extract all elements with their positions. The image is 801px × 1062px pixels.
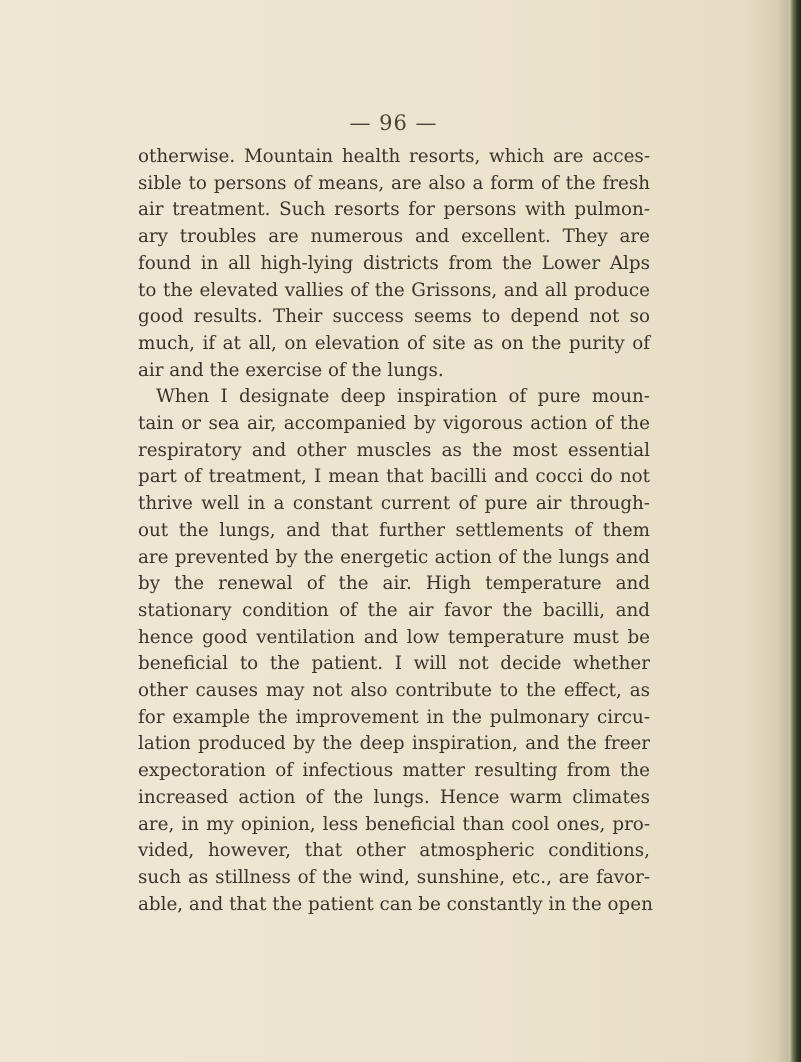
text-line: lation produced by the deep inspiration, and the freer <box>138 733 650 755</box>
text-line: vided, however, that other atmospheric conditions, <box>138 840 650 862</box>
text-line: thrive well in a constant current of pure air through- <box>138 493 650 515</box>
book-spine-edge <box>789 0 801 1062</box>
text-line: air treatment. Such resorts for persons with pulmon- <box>138 199 650 221</box>
text-line: much, if at all, on elevation of site as on the purity of <box>138 332 650 354</box>
text-line: good results. Their success seems to depend not so <box>138 306 650 328</box>
text-line: respiratory and other muscles as the most essential <box>138 439 650 461</box>
text-line: When I designate deep inspiration of pure moun- <box>156 386 650 408</box>
text-line: beneficial to the patient. I will not decide whether <box>138 653 650 675</box>
text-line: ary troubles are numerous and excellent. They are <box>138 226 650 248</box>
text-line: air and the exercise of the lungs. <box>138 359 444 381</box>
text-line: out the lungs, and that further settlements of them <box>138 519 650 541</box>
text-line: are prevented by the energetic action of the lungs and <box>138 546 650 568</box>
text-line: increased action of the lungs. Hence warm climates <box>138 786 650 808</box>
text-line: by the renewal of the air. High temperature and <box>138 573 650 595</box>
text-line: expectoration of infectious matter resulting from the <box>138 760 650 782</box>
body-text <box>138 144 653 918</box>
text-line: hence good ventilation and low temperature must be <box>138 626 650 648</box>
text-line: found in all high-lying districts from the Lower Alps <box>138 252 650 274</box>
text-line: able, and that the patient can be constantly in the open <box>138 893 653 915</box>
text-line: for example the improvement in the pulmonary circu- <box>138 706 650 728</box>
page-number: — 96 — <box>349 111 438 135</box>
text-line: such as stillness of the wind, sunshine, etc., are favor- <box>138 866 650 888</box>
text-line: otherwise. Mountain health resorts, which are acces- <box>138 146 650 167</box>
text-line: to the elevated vallies of the Grissons, and all produce <box>138 279 650 301</box>
text-line: sible to persons of means, are also a form of the fresh <box>138 172 650 194</box>
text-line: part of treatment, I mean that bacilli and cocci do not <box>138 466 650 488</box>
text-line: stationary condition of the air favor the bacilli, and <box>138 599 650 621</box>
text-line: other causes may not also contribute to the effect, as <box>138 680 650 702</box>
text-line: are, in my opinion, less beneficial than cool ones, pro- <box>138 813 650 835</box>
text-line: tain or sea air, accompanied by vigorous action of the <box>138 413 650 435</box>
